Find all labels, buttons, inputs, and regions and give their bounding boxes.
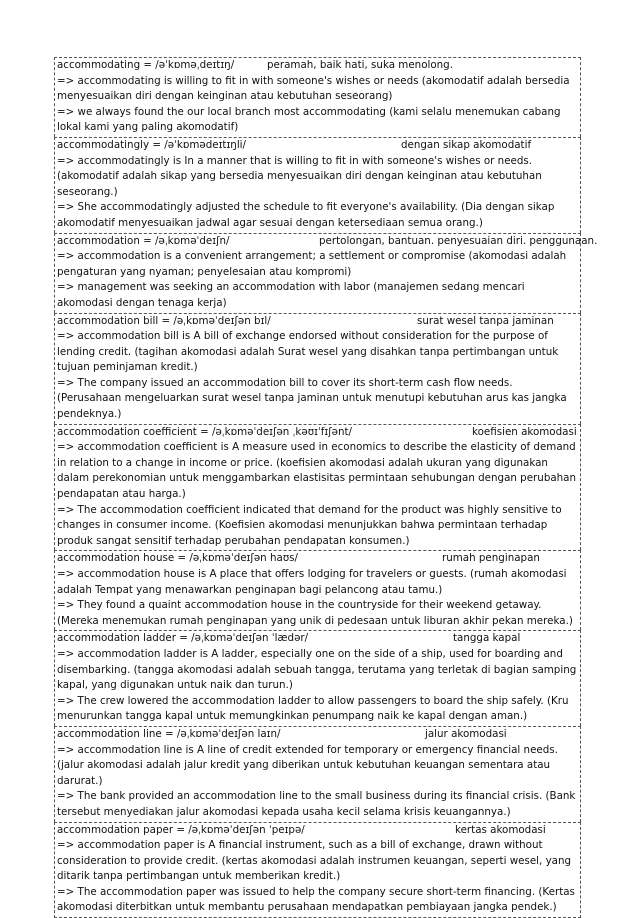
definition: => accommodation is a convenient arrangement; a settlement or compromise (akomodasi adalah pengaturan yang nyaman; penyelesaian atau kompromi) <box>57 249 579 280</box>
entry-accommodation-line <box>54 726 581 822</box>
headword: accommodation house = /əˌkɒməˈdeɪʃən haʊs/ <box>57 552 298 564</box>
translation: koefisien akomodasi <box>472 425 577 441</box>
example: => The accommodation paper was issued to help the company secure short-term financing. (Kertas akomodasi diterbitkan untuk membantu perusahaan mendapatkan pembiayaan jangka pendek.) <box>57 885 579 916</box>
headword: accommodation = /əˌkɒməˈdeɪʃn/ <box>57 235 230 247</box>
entry-headline <box>57 234 579 250</box>
entry-headline <box>57 314 579 330</box>
headword: accommodation ladder = /əˌkɒməˈdeɪʃən ˈlædər/ <box>57 632 308 644</box>
translation: surat wesel tanpa jaminan <box>417 314 554 330</box>
definition: => accommodatingly is In a manner that is willing to fit in with someone's wishes or needs. (akomodatif adalah sikap yang bersedia menyesuaikan diri dengan keinginan atau kebutuhan seseorang.) <box>57 154 579 201</box>
headword: accommodation line = /əˌkɒməˈdeɪʃən laɪn/ <box>57 728 281 740</box>
definition: => accommodating is willing to fit in with someone's wishes or needs (akomodatif adalah bersedia menyesuaikan diri dengan keinginan atau kebutuhan seseorang) <box>57 74 579 105</box>
translation: tangga kapal <box>453 631 520 647</box>
example: => we always found the our local branch most accommodating (kami selalu menemukan cabang lokal kami yang paling akomodatif) <box>57 105 579 136</box>
example: => She accommodatingly adjusted the schedule to fit everyone's availability. (Dia dengan sikap akomodatif menyesuaikan jadwal agar sesuai dengan ketersediaan semua orang.) <box>57 200 579 231</box>
example: => management was seeking an accommodation with labor (manajemen sedang mencari akomodasi dengan tenaga kerja) <box>57 280 579 311</box>
example: => The crew lowered the accommodation ladder to allow passengers to board the ship safely. (Kru menurunkan tangga kapal untuk memungkinkan penumpang naik ke kapal dengan aman.) <box>57 694 579 725</box>
definition: => accommodation line is A line of credit extended for temporary or emergency financial needs. (jalur akomodasi adalah jalur kredit yang diberikan untuk kebutuhan keuangan sementara atau darurat.) <box>57 743 579 790</box>
translation: peramah, baik hati, suka menolong. <box>267 58 453 74</box>
definition: => accommodation coefficient is A measure used in economics to describe the elasticity of demand in relation to a change in income or price. (koefisien akomodasi adalah ukuran yang digunakan dalam perekonomian untuk menggambarkan elastisitas permintaan sehubungan dengan perubahan pendapatan atau harga.) <box>57 440 579 502</box>
example: => The company issued an accommodation bill to cover its short-term cash flow needs. (Perusahaan mengeluarkan surat wesel tanpa jaminan untuk menutupi kebutuhan arus kas jangka pendeknya.) <box>57 376 579 423</box>
example: => They found a quaint accommodation house in the countryside for their weekend getaway. (Mereka menemukan rumah penginapan yang unik di pedesaan untuk liburan akhir pekan mereka.) <box>57 598 579 629</box>
entry-accommodation-coefficient <box>54 424 581 551</box>
definition: => accommodation house is A place that offers lodging for travelers or guests. (rumah akomodasi adalah Tempat yang menawarkan penginapan bagi pelancong atau tamu.) <box>57 567 579 598</box>
definition: => accommodation ladder is A ladder, especially one on the side of a ship, used for boarding and disembarking. (tangga akomodasi adalah sebuah tangga, terutama yang terletak di bagian samping kapal, yang digunakan untuk naik dan turun.) <box>57 647 579 694</box>
translation: dengan sikap akomodatif <box>401 138 531 154</box>
translation: jalur akomodasi <box>425 727 507 743</box>
entry-headline <box>57 425 579 441</box>
example: => The accommodation coefficient indicated that demand for the product was highly sensitive to changes in consumer income. (Koefisien akomodasi menunjukkan bahwa permintaan terhadap produk sangat sensitif terhadap perubahan pendapatan konsumen.) <box>57 503 579 550</box>
headword: accommodating = /əˈkɒməˌdeɪtɪŋ/ <box>57 59 234 71</box>
definition: => accommodation bill is A bill of exchange endorsed without consideration for the purpose of lending credit. (tagihan akomodasi adalah Surat wesel yang disahkan tanpa pertimbangan untuk tujuan peminjaman kredit.) <box>57 329 579 376</box>
entry-headline <box>57 58 579 74</box>
entry-headline <box>57 823 579 839</box>
headword: accommodation bill = /əˌkɒməˈdeɪʃən bɪl/ <box>57 315 271 327</box>
entry-accommodation <box>54 233 581 313</box>
entry-accommodation-ladder <box>54 630 581 726</box>
translation: kertas akomodasi <box>455 823 546 839</box>
entry-headline <box>57 631 579 647</box>
example: => The bank provided an accommodation line to the small business during its financial crisis. (Bank tersebut menyediakan jalur akomodasi kepada usaha kecil selama krisis keuangannya.) <box>57 789 579 820</box>
entry-accommodation-bill <box>54 313 581 424</box>
entry-headline <box>57 727 579 743</box>
dictionary-page <box>54 57 581 918</box>
definition: => accommodation paper is A financial instrument, such as a bill of exchange, drawn without consideration to provide credit. (kertas akomodasi adalah instrumen keuangan, seperti wesel, yang ditarik tanpa pertimbangan untuk memberikan kredit.) <box>57 838 579 885</box>
entry-accommodation-paper <box>54 822 581 918</box>
translation: rumah penginapan <box>442 551 540 567</box>
entry-accommodation-house <box>54 550 581 630</box>
entry-headline <box>57 551 579 567</box>
entry-accommodating <box>54 57 581 137</box>
entry-accommodatingly <box>54 137 581 233</box>
translation: pertolongan, bantuan. penyesuaian diri. penggunaan. <box>319 234 597 250</box>
entry-headline <box>57 138 579 154</box>
headword: accommodatingly = /əˈkɒmədeɪtɪŋli/ <box>57 139 246 151</box>
headword: accommodation coefficient = /əˌkɒməˈdeɪʃən ˌkəʊɪˈfɪʃənt/ <box>57 426 352 438</box>
headword: accommodation paper = /əˌkɒməˈdeɪʃən ˈpeɪpə/ <box>57 824 305 836</box>
